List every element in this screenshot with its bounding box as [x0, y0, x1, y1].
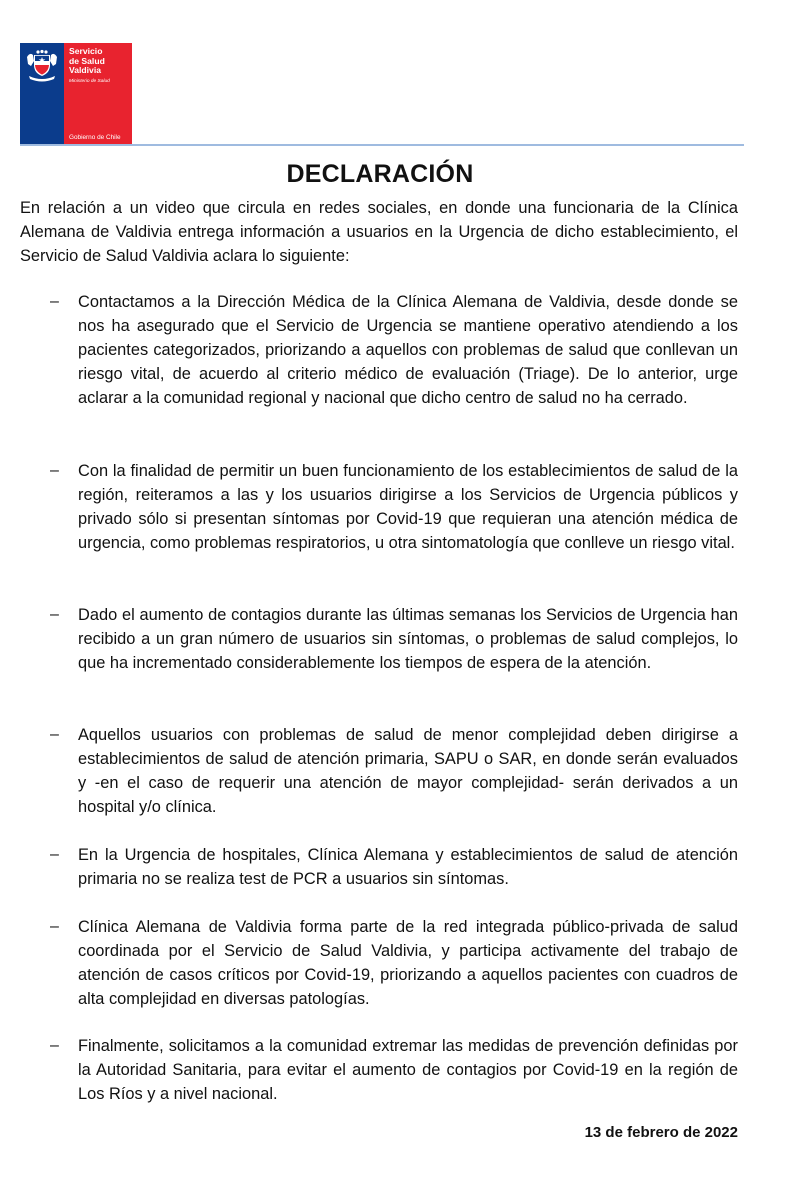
document-title: DECLARACIÓN [286, 160, 474, 188]
list-item-text: En la Urgencia de hospitales, Clínica Alemana y establecimientos de salud de atención primaria no se realiza test de PCR a usuarios sin síntomas. [78, 846, 738, 888]
bullet-dash: – [50, 726, 59, 743]
list-item-text: Dado el aumento de contagios durante las últimas semanas los Servicios de Urgencia han recibido a un gran número de usuarios sin síntomas, o problemas de salud complejos, lo que ha incrementado considerablemente los tiempos de espera de la atención. [78, 606, 738, 672]
bullet-dash: – [50, 918, 59, 935]
list-item-text: Aquellos usuarios con problemas de salud de menor complejidad deben dirigirse a establecimientos de salud de atención primaria, SAPU o SAR, en donde serán evaluados y -en el caso de requerir una atención de mayor complejidad- serán derivados a un hospital y/o clínica. [78, 726, 738, 816]
bullet-dash: – [50, 462, 59, 479]
intro-paragraph: En relación a un video que circula en redes sociales, en donde una funcionaria de la Clínica Alemana de Valdivia entrega información a usuarios en la Urgencia de dicho establecimiento, el Servicio de Salud Valdivia aclara lo siguiente: [20, 199, 738, 265]
list-item-text: Con la finalidad de permitir un buen funcionamiento de los establecimientos de salud de la región, reiteramos a las y los usuarios dirigirse a los Servicios de Urgencia públicos y privado sólo si presentan síntomas por Covid-19 que requieran una atención médica de urgencia, como problemas respiratorios, u otra sintomatología que conlleve un riesgo vital. [78, 462, 738, 552]
header-divider [20, 144, 744, 146]
chile-coat-of-arms-icon [24, 49, 60, 83]
bullet-dash: – [50, 846, 59, 863]
list-item-text: Clínica Alemana de Valdivia forma parte de la red integrada público-privada de salud coordinada por el Servicio de Salud Valdivia, y participa activamente del trabajo de atención de casos críticos por Covid-19, priorizando a aquellos pacientes con cuadros de alta complejidad en diversas patologías. [78, 918, 738, 1008]
logo-ministry: Ministerio de Salud [69, 79, 110, 84]
logo-red-panel [64, 43, 132, 144]
institution-logo [20, 43, 132, 144]
document-date: 13 de febrero de 2022 [584, 1124, 738, 1141]
list-item-text: Contactamos a la Dirección Médica de la Clínica Alemana de Valdivia, desde donde se nos ha asegurado que el Servicio de Urgencia se mantiene operativo atendiendo a los pacientes categorizados, priorizando a aquellos con problemas de salud que conllevan un riesgo vital, de acuerdo al criterio médico de evaluación (Triage). De lo anterior, urge aclarar a la comunidad regional y nacional que dicho centro de salud no ha cerrado. [78, 293, 738, 407]
logo-government: Gobierno de Chile [69, 134, 121, 141]
logo-blue-panel [20, 43, 64, 144]
bullet-dash: – [50, 1037, 59, 1054]
bullet-dash: – [50, 293, 59, 310]
logo-service-name: Servicio de Salud Valdivia [69, 46, 105, 75]
list-item-text: Finalmente, solicitamos a la comunidad extremar las medidas de prevención definidas por la Autoridad Sanitaria, para evitar el aumento de contagios por Covid-19 en la región de Los Ríos y a nivel nacional. [78, 1037, 738, 1103]
bullet-dash: – [50, 606, 59, 623]
